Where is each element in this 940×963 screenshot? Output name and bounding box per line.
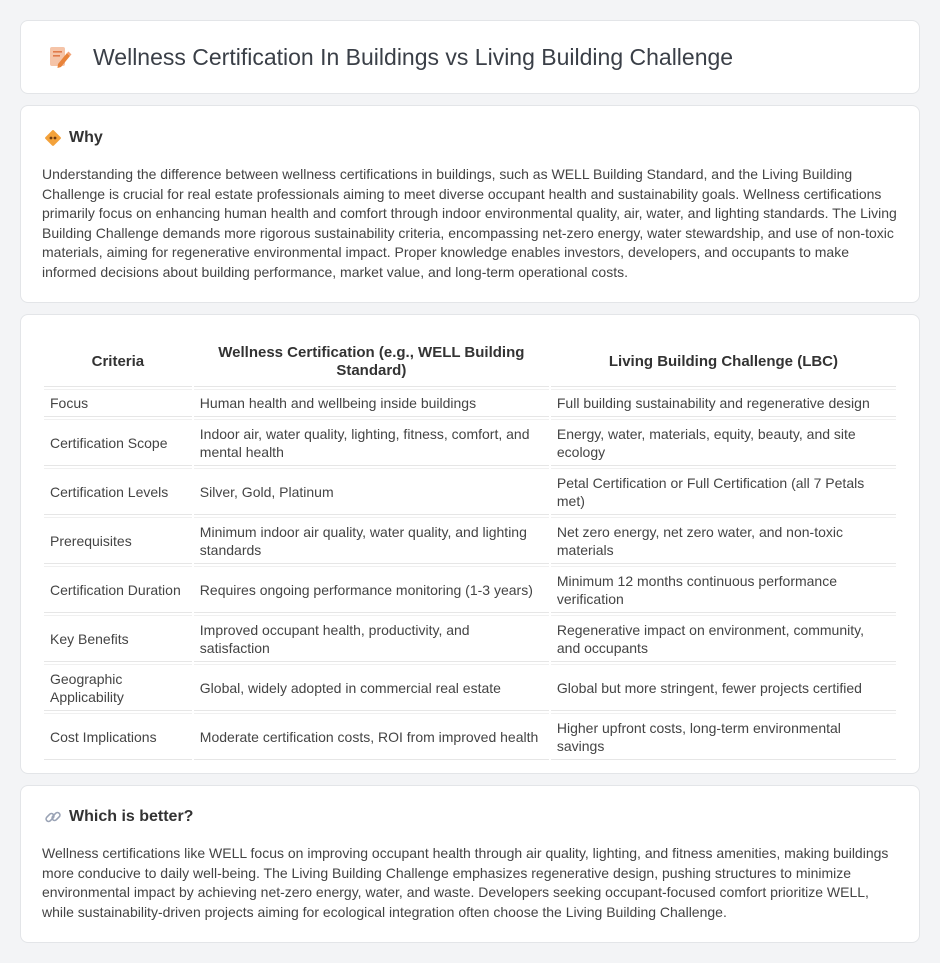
comparison-table (42, 336, 898, 762)
pencil-doc-icon (45, 43, 73, 71)
row-criteria: Certification Duration (44, 566, 192, 613)
row-criteria: Key Benefits (44, 615, 192, 662)
row-criteria: Prerequisites (44, 517, 192, 564)
title-card (20, 20, 920, 94)
table-row (44, 468, 896, 515)
row-criteria: Certification Scope (44, 419, 192, 466)
row-criteria: Certification Levels (44, 468, 192, 515)
page-title: Wellness Certification In Buildings vs Living Building Challenge (93, 43, 734, 70)
table-row (44, 664, 896, 711)
header-wellness: Wellness Certification (e.g., WELL Building Standard) (194, 338, 549, 387)
header-criteria: Criteria (44, 338, 192, 387)
table-row (44, 566, 896, 613)
why-section (20, 105, 920, 303)
table-row (44, 389, 896, 417)
row-lbc: Global but more stringent, fewer projects certified (551, 664, 896, 711)
row-wellness: Human health and wellbeing inside buildings (194, 389, 549, 417)
row-wellness: Requires ongoing performance monitoring (1-3 years) (194, 566, 549, 613)
diamond-sign-icon (44, 129, 62, 147)
why-heading: Why (69, 129, 103, 146)
comparison-table-card (20, 314, 920, 774)
row-wellness: Silver, Gold, Platinum (194, 468, 549, 515)
better-heading: Which is better? (69, 808, 194, 825)
why-text: Understanding the difference between wellness certifications in buildings, such as WELL Building Standard, and the Living Building Challenge is crucial for real estate professionals aiming to meet diverse occupant health and sustainability goals. Wellness certifications primarily focus on enhancing human health and comfort through indoor environmental quality, air, water, and lighting standards. The Living Building Challenge demands more rigorous sustainability criteria, encompassing net-zero energy, water stewardship, and use of non-toxic materials, aiming for regenerative environmental impact. Proper knowledge enables investors, developers, and occupants to make informed decisions about building performance, market value, and long-term operational costs. (42, 166, 897, 280)
link-icon (44, 808, 62, 826)
row-lbc: Net zero energy, net zero water, and non-toxic materials (551, 517, 896, 564)
row-lbc: Energy, water, materials, equity, beauty, and site ecology (551, 419, 896, 466)
table-row (44, 419, 896, 466)
row-lbc: Regenerative impact on environment, community, and occupants (551, 615, 896, 662)
row-wellness: Global, widely adopted in commercial real estate (194, 664, 549, 711)
row-lbc: Higher upfront costs, long-term environmental savings (551, 713, 896, 760)
row-criteria: Focus (44, 389, 192, 417)
header-lbc: Living Building Challenge (LBC) (551, 338, 896, 387)
table-row (44, 713, 896, 760)
row-wellness: Minimum indoor air quality, water quality, and lighting standards (194, 517, 549, 564)
better-text: Wellness certifications like WELL focus on improving occupant health through air quality, lighting, and fitness amenities, making buildings more conducive to daily well-being. The Living Building Challenge emphasizes regenerative design, pushing structures to minimize environmental impact by achieving net-zero energy, water, and waste. Developers seeking occupant-focused comfort prioritize WELL, while sustainability-driven projects aiming for ecological integration often choose the Living Building Challenge. (42, 845, 889, 920)
table-row (44, 517, 896, 564)
which-is-better-section (20, 785, 920, 943)
row-wellness: Improved occupant health, productivity, and satisfaction (194, 615, 549, 662)
table-row (44, 615, 896, 662)
row-wellness: Moderate certification costs, ROI from improved health (194, 713, 549, 760)
row-wellness: Indoor air, water quality, lighting, fitness, comfort, and mental health (194, 419, 549, 466)
row-criteria: Cost Implications (44, 713, 192, 760)
row-lbc: Petal Certification or Full Certification (all 7 Petals met) (551, 468, 896, 515)
row-criteria: Geographic Applicability (44, 664, 192, 711)
row-lbc: Full building sustainability and regenerative design (551, 389, 896, 417)
table-header-row (44, 338, 896, 387)
row-lbc: Minimum 12 months continuous performance verification (551, 566, 896, 613)
